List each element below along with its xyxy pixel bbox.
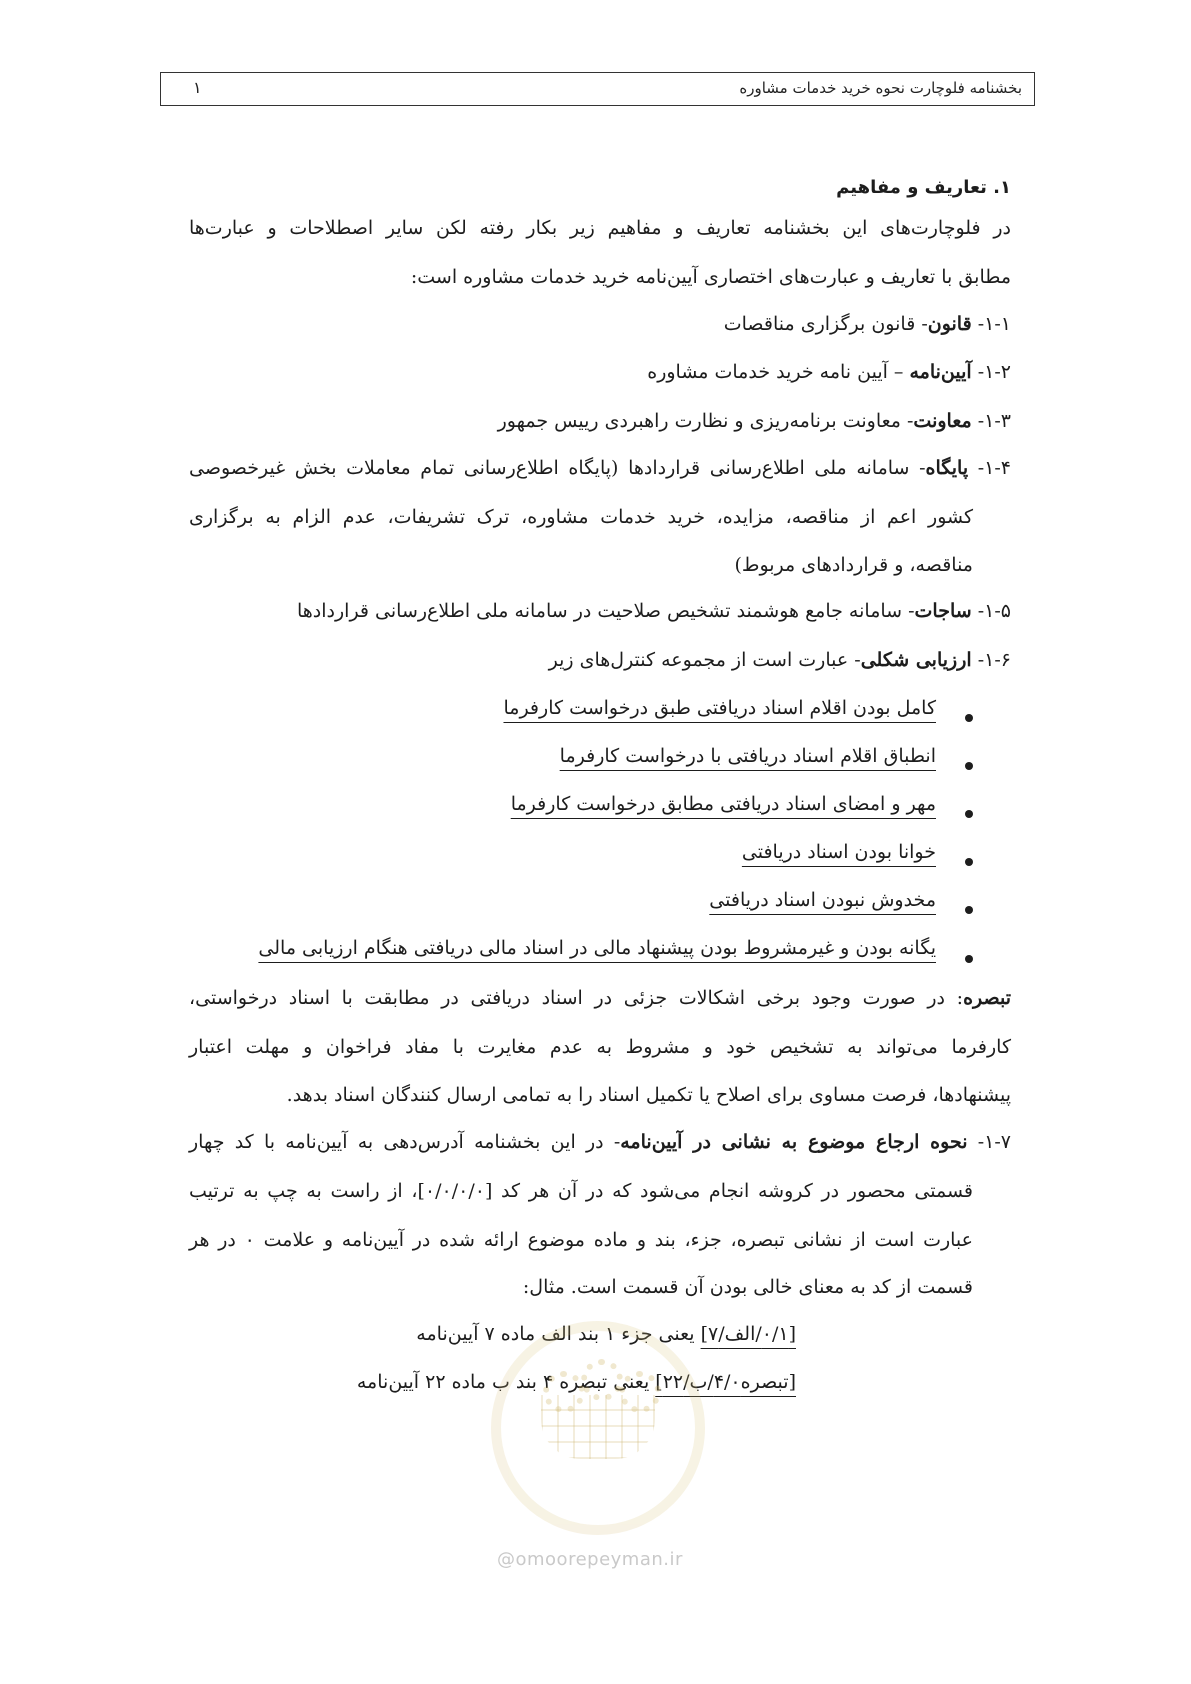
definition-term: ساجات	[914, 600, 972, 622]
definition-text: - معاونت برنامه‌ریزی و نظارت راهبردی رییس جمهور	[497, 410, 914, 432]
definition-7-line-2: قسمتی محصور در کروشه انجام می‌شود که در آن هر کد [۰/۰/۰/۰]، از راست به چپ به ترتیب	[189, 1180, 973, 1202]
definition-text: - در این بخشنامه آدرس‌دهی به آیین‌نامه با کد چهار	[189, 1131, 621, 1153]
definition-text: - سامانه ملی اطلاع‌رسانی قراردادها (پایگاه اطلاع‌رسانی تمام معاملات بخش غیرخصوصی	[189, 457, 926, 479]
note-line-1	[189, 987, 1011, 1009]
definition-number: ۱-۲-	[977, 361, 1011, 383]
definition-2	[647, 361, 1011, 383]
note-text: : در صورت وجود برخی اشکالات جزئی در اسناد دریافتی در مطابقت با اسناد درخواستی،	[189, 987, 964, 1009]
definition-1	[724, 313, 1011, 335]
definition-term: قانون	[927, 313, 972, 335]
definition-4-line-2: کشور اعم از مناقصه، مزایده، خرید خدمات مشاوره، ترک تشریفات، عدم الزام به برگزاری	[189, 506, 973, 528]
definition-text: - قانون برگزاری مناقصات	[723, 313, 928, 335]
bullet-item-5: مخدوش نبودن اسناد دریافتی	[709, 889, 936, 911]
page-number: ۱	[193, 78, 202, 97]
definition-3	[498, 410, 1011, 432]
gear-icon	[543, 1371, 585, 1413]
definition-4	[189, 457, 1011, 479]
gear-icon	[619, 1371, 661, 1413]
definition-term: آیین‌نامه	[909, 361, 972, 383]
note-line-2: کارفرما می‌تواند به تشخیص خود و مشروط به عدم مغایرت با مفاد فراخوان و مهلت اعتبار	[189, 1036, 1011, 1058]
bullet-item-3: مهر و امضای اسناد دریافتی مطابق درخواست کارفرما	[510, 793, 936, 815]
example-text: یعنی تبصره ۴ بند ب ماده ۲۲ آیین‌نامه	[356, 1371, 656, 1393]
definition-number: ۱-۴-	[977, 457, 1011, 479]
bullet-item-2: انطباق اقلام اسناد دریافتی با درخواست کارفرما	[559, 745, 936, 767]
definition-term: نحوه ارجاع موضوع به نشانی در آیین‌نامه	[620, 1131, 968, 1153]
example-code: [تبصره۴/۰/ب/۲۲]	[655, 1371, 796, 1393]
example-text: یعنی جزء ۱ بند الف ماده ۷ آیین‌نامه	[416, 1323, 701, 1345]
definition-text: - سامانه جامع هوشمند تشخیص صلاحیت در سامانه ملی اطلاع‌رسانی قراردادها	[296, 600, 915, 622]
bullet-dot	[965, 858, 973, 866]
bullet-item-4: خوانا بودن اسناد دریافتی	[741, 841, 936, 863]
definition-number: ۱-۵-	[977, 600, 1011, 622]
note-label: تبصره	[963, 987, 1011, 1009]
definition-text: - عبارت است از مجموعه کنترل‌های زیر	[548, 649, 861, 671]
bullet-dot	[965, 906, 973, 914]
intro-line-1: در فلوچارت‌های این بخشنامه تعاریف و مفاهیم زیر بکار رفته لکن سایر اصطلاحات و عبارت‌ها	[189, 217, 1011, 239]
definition-number: ۱-۶-	[977, 649, 1011, 671]
definition-5	[297, 600, 1011, 622]
bullet-dot	[965, 762, 973, 770]
bullet-item-1: کامل بودن اقلام اسناد دریافتی طبق درخواست کارفرما	[503, 697, 936, 719]
definition-text: – آیین نامه خرید خدمات مشاوره	[647, 361, 910, 383]
note-line-3: پیشنهادها، فرصت مساوی برای اصلاح یا تکمیل اسناد را به تمامی ارسال کنندگان اسناد بدهد.	[286, 1084, 1011, 1106]
bullet-item-6: یگانه بودن و غیرمشروط بودن پیشنهاد مالی در اسناد مالی دریافتی هنگام ارزیابی مالی	[258, 937, 936, 959]
bullet-dot	[965, 714, 973, 722]
definition-6	[549, 649, 1011, 671]
gear-icon	[581, 1359, 623, 1401]
watermark-logo	[491, 1321, 705, 1535]
watermark-site: @omoorepeyman.ir	[497, 1549, 683, 1570]
example-code: [۰/۱/الف/۷]	[700, 1323, 796, 1345]
section-heading: ۱. تعاریف و مفاهیم	[836, 177, 1011, 198]
definition-term: معاونت	[913, 410, 972, 432]
bullet-dot	[965, 810, 973, 818]
header-title: بخشنامه فلوچارت نحوه خرید خدمات مشاوره	[739, 79, 1022, 97]
definition-term: پایگاه	[925, 457, 969, 479]
definition-number: ۱-۳-	[977, 410, 1011, 432]
definition-7-line-3: عبارت است از نشانی تبصره، جزء، بند و ماده موضوع ارائه شده در آیین‌نامه و علامت ۰ در هر	[189, 1229, 973, 1251]
definition-4-line-3: مناقصه، و قراردادهای مربوط)	[734, 554, 973, 576]
definition-number: ۱-۷-	[977, 1131, 1011, 1153]
page-header	[160, 72, 1035, 106]
intro-line-2: مطابق با تعاریف و عبارت‌های اختصاری آیین‌نامه خرید خدمات مشاوره است:	[410, 266, 1011, 288]
bullet-dot	[965, 955, 973, 963]
definition-term: ارزیابی شکلی	[860, 649, 972, 671]
definition-7	[189, 1131, 1011, 1153]
definition-number: ۱-۱-	[977, 313, 1011, 335]
definition-7-line-4: قسمت از کد به معنای خالی بودن آن قسمت است. مثال:	[522, 1276, 973, 1298]
